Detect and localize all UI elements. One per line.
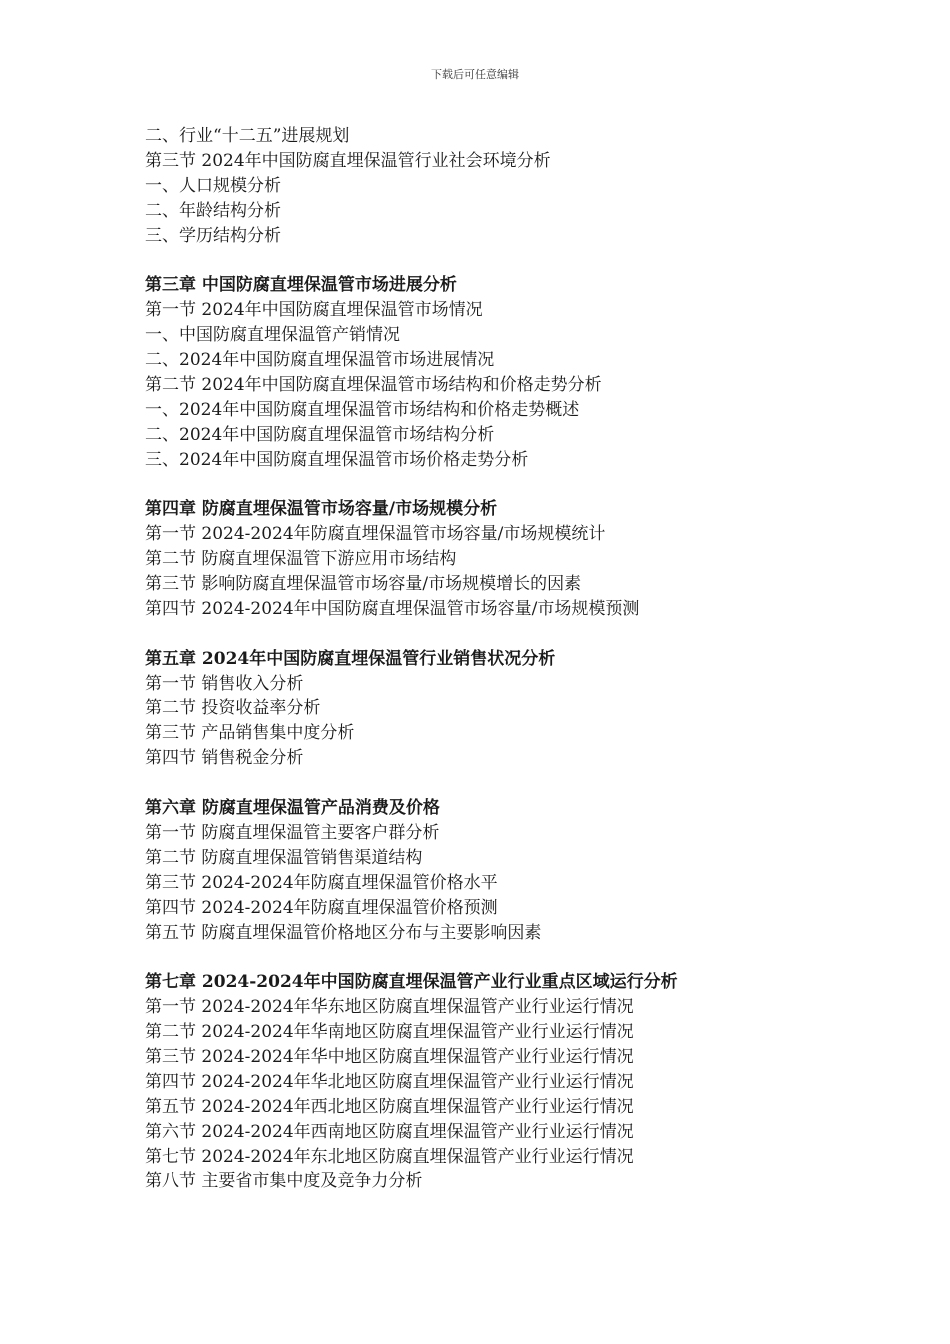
toc-entry: 三、学历结构分析 xyxy=(145,225,281,246)
toc-entry: 第二节 防腐直埋保温管销售渠道结构 xyxy=(145,847,423,868)
toc-entry: 第四节 2024-2024年华北地区防腐直埋保温管产业行业运行情况 xyxy=(145,1071,634,1092)
toc-entry: 三、2024年中国防腐直埋保温管市场价格走势分析 xyxy=(145,449,529,470)
toc-entry: 第八节 主要省市集中度及竞争力分析 xyxy=(145,1171,423,1192)
toc-entry: 第三节 2024-2024年华中地区防腐直埋保温管产业行业运行情况 xyxy=(145,1046,634,1067)
toc-entry: 第一节 防腐直埋保温管主要客户群分析 xyxy=(145,822,440,843)
chapter-title: 第七章 2024-2024年中国防腐直埋保温管产业行业重点区域运行分析 xyxy=(145,972,678,993)
toc-entry: 第二节 2024-2024年华南地区防腐直埋保温管产业行业运行情况 xyxy=(145,1022,634,1043)
toc-entry: 第二节 防腐直埋保温管下游应用市场结构 xyxy=(145,549,457,570)
toc-content xyxy=(145,124,885,1194)
toc-section xyxy=(145,497,885,621)
toc-entry: 第三节 产品销售集中度分析 xyxy=(145,723,355,744)
toc-section xyxy=(145,796,885,945)
toc-entry: 第二节 2024年中国防腐直埋保温管市场结构和价格走势分析 xyxy=(145,374,602,395)
toc-entry: 第四节 销售税金分析 xyxy=(145,748,304,769)
toc-entry: 二、2024年中国防腐直埋保温管市场进展情况 xyxy=(145,350,495,371)
toc-entry: 一、2024年中国防腐直埋保温管市场结构和价格走势概述 xyxy=(145,399,580,420)
toc-section xyxy=(145,647,885,771)
toc-section xyxy=(145,273,885,472)
toc-entry: 第五节 2024-2024年西北地区防腐直埋保温管产业行业运行情况 xyxy=(145,1096,634,1117)
toc-entry: 一、中国防腐直埋保温管产销情况 xyxy=(145,325,400,346)
toc-entry: 第二节 投资收益率分析 xyxy=(145,698,321,719)
toc-section xyxy=(145,970,885,1194)
toc-entry: 二、年龄结构分析 xyxy=(145,200,281,221)
toc-entry: 二、2024年中国防腐直埋保温管市场结构分析 xyxy=(145,424,495,445)
toc-entry: 第三节 2024年中国防腐直埋保温管行业社会环境分析 xyxy=(145,150,551,171)
toc-entry: 第六节 2024-2024年西南地区防腐直埋保温管产业行业运行情况 xyxy=(145,1121,634,1142)
toc-entry: 第一节 2024年中国防腐直埋保温管市场情况 xyxy=(145,300,483,321)
toc-entry: 第五节 防腐直埋保温管价格地区分布与主要影响因素 xyxy=(145,922,542,943)
toc-entry: 第四节 2024-2024年中国防腐直埋保温管市场容量/市场规模预测 xyxy=(145,598,640,619)
toc-entry: 一、人口规模分析 xyxy=(145,175,281,196)
chapter-title: 第三章 中国防腐直埋保温管市场进展分析 xyxy=(145,275,457,296)
toc-entry: 第三节 2024-2024年防腐直埋保温管价格水平 xyxy=(145,872,498,893)
toc-entry: 第七节 2024-2024年东北地区防腐直埋保温管产业行业运行情况 xyxy=(145,1146,634,1167)
toc-entry: 第四节 2024-2024年防腐直埋保温管价格预测 xyxy=(145,897,498,918)
chapter-title: 第四章 防腐直埋保温管市场容量/市场规模分析 xyxy=(145,499,498,520)
chapter-title: 第六章 防腐直埋保温管产品消费及价格 xyxy=(145,798,440,819)
toc-section xyxy=(145,124,885,248)
toc-entry: 第一节 2024-2024年华东地区防腐直埋保温管产业行业运行情况 xyxy=(145,997,634,1018)
page-header: 下载后可任意编辑 xyxy=(431,68,519,81)
toc-entry: 第三节 影响防腐直埋保温管市场容量/市场规模增长的因素 xyxy=(145,574,582,595)
toc-entry: 第一节 销售收入分析 xyxy=(145,673,304,694)
toc-entry: 第一节 2024-2024年防腐直埋保温管市场容量/市场规模统计 xyxy=(145,524,606,545)
chapter-title: 第五章 2024年中国防腐直埋保温管行业销售状况分析 xyxy=(145,648,556,669)
toc-entry: 二、行业“十二五”进展规划 xyxy=(145,126,350,146)
